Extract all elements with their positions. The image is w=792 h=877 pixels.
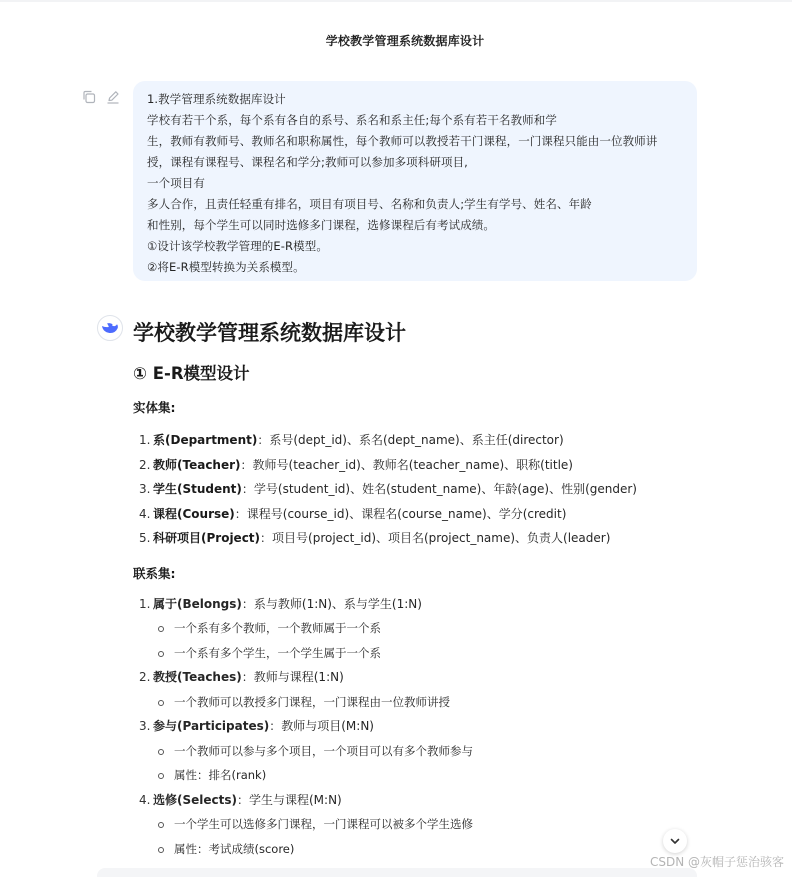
copy-icon bbox=[82, 90, 96, 104]
list-number: 4. bbox=[139, 792, 151, 807]
sub-item-text: 一个系有多个教师，一个教师属于一个系 bbox=[174, 621, 381, 636]
sub-list-item bbox=[133, 616, 733, 641]
user-message-line: 学校有若干个系，每个系有各自的系号、系名和系主任;每个系有若干名教师和学 bbox=[147, 113, 557, 127]
user-message-line: 生，教师有教师号、教师名和职称属性，每个教师可以教授若干门课程，一门课程只能由一位教师讲 bbox=[147, 134, 658, 148]
entity-list bbox=[133, 428, 733, 551]
entity-name: 学生(Student) bbox=[153, 482, 242, 497]
bullet-icon bbox=[158, 651, 164, 657]
bullet-icon bbox=[158, 700, 164, 706]
sub-list-item bbox=[133, 763, 733, 788]
user-message-line: 多人合作，且责任轻重有排名，项目有项目号、名称和负责人;学生有学号、姓名、年龄 bbox=[147, 197, 592, 211]
entity-desc: ：教师号(teacher_id)、教师名(teacher_name)、职称(title) bbox=[240, 457, 573, 472]
relation-desc: ：系与教师(1:N)、系与学生(1:N) bbox=[241, 596, 422, 611]
user-message-line: 授，课程有课程号、课程名和学分;教师可以参加多项科研项目, bbox=[147, 155, 468, 169]
list-number: 2. bbox=[139, 670, 151, 685]
list-number: 1. bbox=[139, 596, 151, 611]
list-number: 4. bbox=[139, 506, 151, 521]
list-item bbox=[133, 788, 733, 813]
user-message-line: 一个项目有 bbox=[147, 176, 205, 190]
sub-list-item bbox=[133, 739, 733, 764]
list-item bbox=[133, 428, 733, 453]
list-item bbox=[133, 477, 733, 502]
bullet-icon bbox=[158, 847, 164, 853]
chevron-down-icon bbox=[669, 835, 681, 847]
entity-desc: ：学号(student_id)、姓名(student_name)、年龄(age)、性别(gender) bbox=[241, 482, 637, 497]
entities-heading: 实体集: bbox=[133, 400, 176, 415]
sub-list-item bbox=[133, 690, 733, 715]
input-area-top bbox=[97, 868, 697, 877]
relation-list bbox=[133, 592, 733, 862]
list-item bbox=[133, 592, 733, 617]
list-number: 3. bbox=[139, 719, 151, 734]
bot-avatar-icon bbox=[101, 321, 119, 335]
entity-name: 科研项目(Project) bbox=[153, 531, 261, 546]
relation-desc: ：教师与课程(1:N) bbox=[241, 670, 344, 685]
list-item bbox=[133, 502, 733, 527]
relations-heading: 联系集: bbox=[133, 565, 176, 581]
list-item bbox=[133, 665, 733, 690]
sub-item-text: 属性：排名(rank) bbox=[174, 768, 267, 783]
bullet-icon bbox=[158, 626, 164, 632]
assistant-answer bbox=[133, 318, 733, 861]
relation-name: 选修(Selects) bbox=[153, 792, 237, 807]
list-number: 5. bbox=[139, 531, 151, 546]
sub-item-text: 一个系有多个学生，一个学生属于一个系 bbox=[174, 645, 381, 660]
bullet-icon bbox=[158, 773, 164, 779]
answer-title: 学校教学管理系统数据库设计 bbox=[133, 321, 406, 345]
sub-item-text: 属性：考试成绩(score) bbox=[174, 841, 295, 856]
scroll-to-bottom-button[interactable] bbox=[663, 829, 687, 853]
assistant-avatar bbox=[97, 315, 123, 341]
sub-item-text: 一个教师可以参与多个项目，一个项目可以有多个教师参与 bbox=[174, 743, 473, 758]
list-item bbox=[133, 714, 733, 739]
list-number: 2. bbox=[139, 457, 151, 472]
sub-list-item bbox=[133, 641, 733, 666]
bullet-icon bbox=[158, 822, 164, 828]
list-item bbox=[133, 453, 733, 478]
entity-name: 课程(Course) bbox=[153, 506, 235, 521]
relation-name: 参与(Participates) bbox=[153, 719, 270, 734]
relation-name: 教授(Teaches) bbox=[153, 670, 242, 685]
relation-desc: ：学生与课程(M:N) bbox=[237, 792, 342, 807]
conversation-title: 学校教学管理系统数据库设计 bbox=[325, 34, 485, 48]
edit-button[interactable] bbox=[105, 89, 121, 105]
sub-item-text: 一个学生可以选修多门课程，一门课程可以被多个学生选修 bbox=[174, 817, 473, 832]
entity-name: 系(Department) bbox=[153, 433, 258, 447]
sub-list-item bbox=[133, 837, 733, 862]
list-number: 3. bbox=[139, 482, 151, 497]
entity-desc: ：项目号(project_id)、项目名(project_name)、负责人(leader) bbox=[260, 531, 611, 546]
user-message-line: 1.教学管理系统数据库设计 bbox=[147, 92, 286, 106]
list-number: 1. bbox=[139, 433, 151, 447]
top-divider bbox=[0, 0, 792, 2]
relation-desc: ：教师与项目(M:N) bbox=[269, 719, 374, 734]
user-message-line: ①设计该学校教学管理的E-R模型。 bbox=[147, 239, 328, 253]
list-item bbox=[133, 526, 733, 551]
message-toolbar bbox=[81, 89, 121, 105]
entity-name: 教师(Teacher) bbox=[153, 457, 241, 472]
user-message-line: 和性别，每个学生可以同时选修多门课程，选修课程后有考试成绩。 bbox=[147, 218, 495, 232]
section-heading: ① E-R模型设计 bbox=[133, 364, 250, 383]
bullet-icon bbox=[158, 749, 164, 755]
user-message-line: ②将E-R模型转换为关系模型。 bbox=[147, 260, 305, 274]
sub-item-text: 一个教师可以教授多门课程，一门课程由一位教师讲授 bbox=[174, 694, 450, 709]
relation-name: 属于(Belongs) bbox=[153, 596, 242, 611]
sub-list-item bbox=[133, 812, 733, 837]
entity-desc: ：系号(dept_id)、系名(dept_name)、系主任(director) bbox=[257, 433, 564, 447]
entity-desc: ：课程号(course_id)、课程名(course_name)、学分(credit) bbox=[234, 506, 567, 521]
edit-icon bbox=[106, 90, 120, 104]
watermark: CSDN @灰帽子惩治骇客 bbox=[649, 855, 784, 869]
copy-button[interactable] bbox=[81, 89, 97, 105]
user-message-bubble bbox=[133, 81, 697, 281]
